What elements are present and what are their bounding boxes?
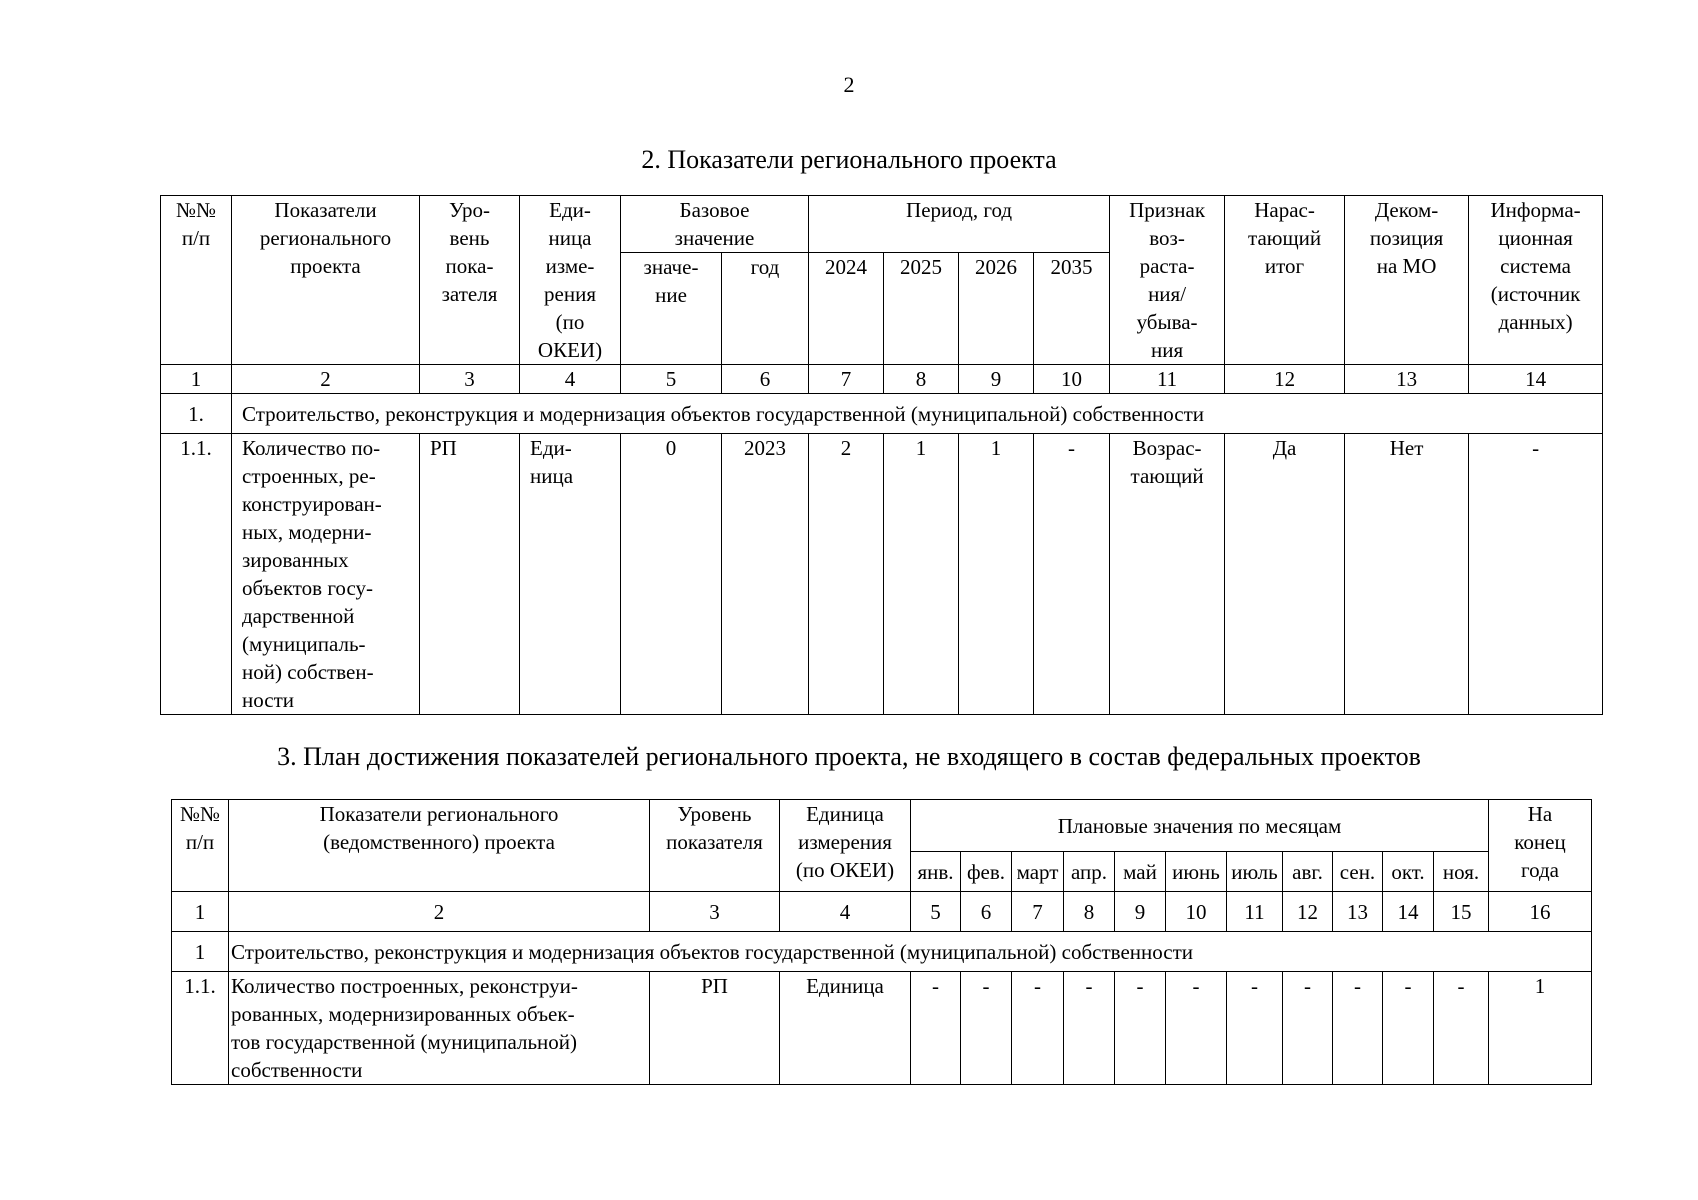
row-trend: Возрас- тающий <box>1110 434 1225 715</box>
col-number: 10 <box>1034 365 1110 394</box>
col-number: 9 <box>1115 892 1166 932</box>
header-unit: Еди- ница изме- рения (по ОКЕИ) <box>520 196 621 365</box>
header-num: №№ п/п <box>161 196 232 365</box>
col-number: 11 <box>1227 892 1283 932</box>
group-num: 1 <box>172 932 229 972</box>
table3-header-row-1 <box>172 800 1592 852</box>
row-month-feb: - <box>961 972 1012 1085</box>
header-cumulative: Нарас- тающий итог <box>1225 196 1345 365</box>
header-decomposition: Деком- позиция на МО <box>1345 196 1469 365</box>
group-num: 1. <box>161 394 232 434</box>
header-year-end: На конец года <box>1489 800 1592 892</box>
col-number: 1 <box>172 892 229 932</box>
col-number: 12 <box>1225 365 1345 394</box>
col-number: 14 <box>1383 892 1434 932</box>
row-indicator: Количество по- строенных, ре- конструирован- ных, модерни- зированных объектов госу- дарственной (муниципаль- ной) собствен- ности <box>232 434 420 715</box>
col-number: 5 <box>911 892 961 932</box>
group-title: Строительство, реконструкция и модернизация объектов государственной (муниципальной) собственности <box>229 932 1592 972</box>
header-period: Период, год <box>809 196 1110 253</box>
col-number: 4 <box>520 365 621 394</box>
header-month-jun: июнь <box>1166 852 1227 892</box>
plan-table <box>171 799 1592 1085</box>
row-unit: Единица <box>780 972 911 1085</box>
header-level: Уровень показателя <box>650 800 780 892</box>
header-indicators: Показатели регионального проекта <box>232 196 420 365</box>
row-2024: 2 <box>809 434 884 715</box>
header-month-mar: март <box>1012 852 1064 892</box>
header-indicators: Показатели регионального (ведомственного) проекта <box>229 800 650 892</box>
row-year-end: 1 <box>1489 972 1592 1085</box>
header-num: №№ п/п <box>172 800 229 892</box>
header-base-value: значе- ние <box>621 253 722 365</box>
col-number: 14 <box>1469 365 1603 394</box>
row-month-mar: - <box>1012 972 1064 1085</box>
header-year-2024: 2024 <box>809 253 884 365</box>
col-number: 2 <box>229 892 650 932</box>
header-year-2026: 2026 <box>959 253 1034 365</box>
table2-header-row-1 <box>161 196 1603 253</box>
row-month-nov: - <box>1434 972 1489 1085</box>
header-month-feb: фев. <box>961 852 1012 892</box>
table2-row-1-1 <box>161 434 1603 715</box>
header-month-aug: авг. <box>1283 852 1333 892</box>
header-unit: Единица измерения (по ОКЕИ) <box>780 800 911 892</box>
header-year-2025: 2025 <box>884 253 959 365</box>
col-number: 6 <box>961 892 1012 932</box>
table2-group-row <box>161 394 1603 434</box>
group-title: Строительство, реконструкция и модернизация объектов государственной (муниципальной) собственности <box>232 394 1603 434</box>
section-2-title: 2. Показатели регионального проекта <box>641 145 1057 174</box>
row-month-oct: - <box>1383 972 1434 1085</box>
header-month-jul: июль <box>1227 852 1283 892</box>
table2-column-numbers <box>161 365 1603 394</box>
col-number: 15 <box>1434 892 1489 932</box>
col-number: 10 <box>1166 892 1227 932</box>
header-month-jan: янв. <box>911 852 961 892</box>
page-number: 2 <box>843 72 855 97</box>
header-year-2035: 2035 <box>1034 253 1110 365</box>
header-monthly: Плановые значения по месяцам <box>911 800 1489 852</box>
col-number: 8 <box>1064 892 1115 932</box>
header-month-apr: апр. <box>1064 852 1115 892</box>
row-unit: Еди- ница <box>520 434 621 715</box>
table3-group-row <box>172 932 1592 972</box>
col-number: 2 <box>232 365 420 394</box>
col-number: 1 <box>161 365 232 394</box>
col-number: 6 <box>722 365 809 394</box>
header-month-may: май <box>1115 852 1166 892</box>
row-base-value: 0 <box>621 434 722 715</box>
row-base-year: 2023 <box>722 434 809 715</box>
table3-row-1-1 <box>172 972 1592 1085</box>
section-3-title: 3. План достижения показателей регионального проекта, не входящего в состав федеральных проектов <box>277 742 1421 771</box>
row-info-system: - <box>1469 434 1603 715</box>
row-month-jan: - <box>911 972 961 1085</box>
col-number: 13 <box>1333 892 1383 932</box>
col-number: 7 <box>809 365 884 394</box>
header-info-system: Информа- ционная система (источник данных) <box>1469 196 1603 365</box>
header-base: Базовое значение <box>621 196 809 253</box>
row-decomposition: Нет <box>1345 434 1469 715</box>
row-month-aug: - <box>1283 972 1333 1085</box>
row-indicator: Количество построенных, реконструи- рованных, модернизированных объек- тов государственной (муниципальной) собственности <box>229 972 650 1085</box>
header-trend: Признак воз- раста- ния/ убыва- ния <box>1110 196 1225 365</box>
header-level: Уро- вень пока- зателя <box>420 196 520 365</box>
row-month-jun: - <box>1166 972 1227 1085</box>
col-number: 11 <box>1110 365 1225 394</box>
indicators-table <box>160 195 1603 715</box>
row-month-jul: - <box>1227 972 1283 1085</box>
col-number: 16 <box>1489 892 1592 932</box>
col-number: 4 <box>780 892 911 932</box>
header-month-oct: окт. <box>1383 852 1434 892</box>
col-number: 9 <box>959 365 1034 394</box>
row-2025: 1 <box>884 434 959 715</box>
row-month-may: - <box>1115 972 1166 1085</box>
row-level: РП <box>650 972 780 1085</box>
header-month-sep: сен. <box>1333 852 1383 892</box>
col-number: 12 <box>1283 892 1333 932</box>
row-num: 1.1. <box>172 972 229 1085</box>
header-month-nov: ноя. <box>1434 852 1489 892</box>
row-month-sep: - <box>1333 972 1383 1085</box>
row-2035: - <box>1034 434 1110 715</box>
col-number: 7 <box>1012 892 1064 932</box>
col-number: 8 <box>884 365 959 394</box>
row-level: РП <box>420 434 520 715</box>
row-2026: 1 <box>959 434 1034 715</box>
table3-column-numbers <box>172 892 1592 932</box>
col-number: 3 <box>420 365 520 394</box>
header-base-year: год <box>722 253 809 365</box>
row-cumulative: Да <box>1225 434 1345 715</box>
col-number: 5 <box>621 365 722 394</box>
col-number: 13 <box>1345 365 1469 394</box>
row-month-apr: - <box>1064 972 1115 1085</box>
col-number: 3 <box>650 892 780 932</box>
row-num: 1.1. <box>161 434 232 715</box>
